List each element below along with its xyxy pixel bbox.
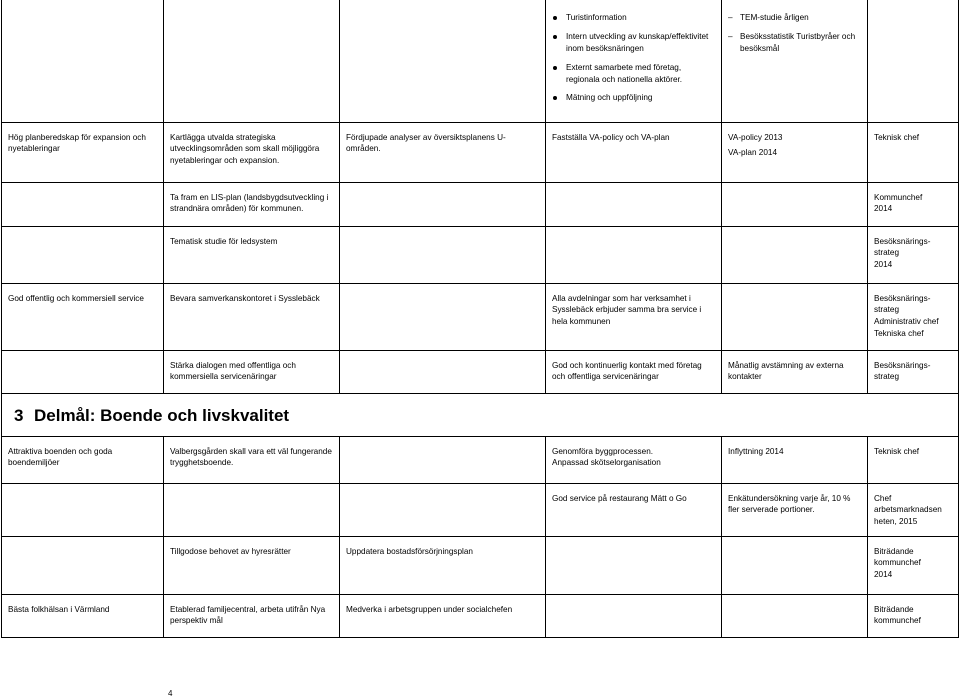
table-row xyxy=(2,350,959,393)
action-plan-table xyxy=(1,0,959,638)
list-item: – TEM-studie årligen xyxy=(728,12,861,24)
list-item: Intern utveckling av kunskap/effektivitet inom besöksnäringen xyxy=(552,31,715,55)
activity-cell: Stärka dialogen med offentliga och kommersiella servicenäringar xyxy=(164,350,340,393)
table-row xyxy=(2,226,959,283)
page-number: 4 xyxy=(168,689,173,698)
table-row xyxy=(2,283,959,350)
section-heading xyxy=(2,393,959,436)
table-row xyxy=(2,536,959,594)
list-item: Mätning och uppföljning xyxy=(552,92,715,104)
measure-cell: Månatlig avstämning av externa kontakter xyxy=(722,350,868,393)
responsible-cell: Kommunchef 2014 xyxy=(868,182,959,226)
activity-cell: Uppdatera bostadsförsörjningsplan xyxy=(340,536,546,594)
section-title: Delmål: Boende och livskvalitet xyxy=(34,405,290,425)
responsible-cell: Besöksnärings- strateg 2014 xyxy=(868,226,959,283)
dash-list xyxy=(728,12,861,55)
activity-cell: God och kontinuerlig kontakt med företag och offentliga servicenäringar xyxy=(546,350,722,393)
activity-cell: Tillgodose behovet av hyresrätter xyxy=(164,536,340,594)
list-item: – Besöksstatistik Turistbyråer och besöksmål xyxy=(728,31,861,55)
responsible-cell: Besöksnärings- strateg Administrativ chef Tekniska chef xyxy=(868,283,959,350)
table-row xyxy=(2,182,959,226)
measure-cell: Enkätundersökning varje år, 10 % fler serverade portioner. xyxy=(722,483,868,536)
goal-cell: Hög planberedskap för expansion och nyetableringar xyxy=(2,122,164,182)
responsible-cell: Biträdande kommunchef xyxy=(868,594,959,637)
activity-cell: God service på restaurang Mätt o Go xyxy=(546,483,722,536)
activity-cell: Fördjupade analyser av översiktsplanens U-områden. xyxy=(340,122,546,182)
goal-cell: God offentlig och kommersiell service xyxy=(2,283,164,350)
activity-cell: Tematisk studie för ledsystem xyxy=(164,226,340,283)
activity-cell: Valbergsgården skall vara ett väl fungerande trygghetsboende. xyxy=(164,436,340,483)
activity-cell: Medverka i arbetsgruppen under socialchefen xyxy=(340,594,546,637)
responsible-cell: Teknisk chef xyxy=(868,436,959,483)
list-item: Externt samarbete med företag, regionala och nationella aktörer. xyxy=(552,62,715,86)
responsible-cell: Biträdande kommunchef 2014 xyxy=(868,536,959,594)
list-item: Turistinformation xyxy=(552,12,715,24)
goal-cell: Bästa folkhälsan i Värmland xyxy=(2,594,164,637)
responsible-cell: Chef arbetsmarknadsen heten, 2015 xyxy=(868,483,959,536)
activity-cell: Genomföra byggprocessen. Anpassad skötselorganisation xyxy=(546,436,722,483)
measure-cell: Inflyttning 2014 xyxy=(722,436,868,483)
section-row xyxy=(2,393,959,436)
bullet-list-cell xyxy=(546,0,722,122)
table-row xyxy=(2,436,959,483)
activity-cell: Kartlägga utvalda strategiska utvecklingsområden som skall möjliggöra nyetableringar och expansion. xyxy=(164,122,340,182)
section-number: 3 xyxy=(14,405,24,425)
responsible-cell: Teknisk chef xyxy=(868,122,959,182)
activity-cell: Fastställa VA-policy och VA-plan xyxy=(546,122,722,182)
activity-cell: Alla avdelningar som har verksamhet i Sysslebäck erbjuder samma bra service i hela kommunen xyxy=(546,283,722,350)
table-row xyxy=(2,0,959,122)
bullet-list xyxy=(552,12,715,104)
responsible-cell: Besöksnärings- strateg xyxy=(868,350,959,393)
goal-cell: Attraktiva boenden och goda boendemiljöer xyxy=(2,436,164,483)
table-row xyxy=(2,122,959,182)
measure-cell: VA-policy 2013 VA-plan 2014 xyxy=(722,122,868,182)
activity-cell: Etablerad familjecentral, arbeta utifrån Nya perspektiv mål xyxy=(164,594,340,637)
table-row xyxy=(2,594,959,637)
activity-cell: Ta fram en LIS-plan (landsbygdsutveckling i strandnära områden) för kommunen. xyxy=(164,182,340,226)
table-row xyxy=(2,483,959,536)
dash-list-cell xyxy=(722,0,868,122)
activity-cell: Bevara samverkanskontoret i Sysslebäck xyxy=(164,283,340,350)
